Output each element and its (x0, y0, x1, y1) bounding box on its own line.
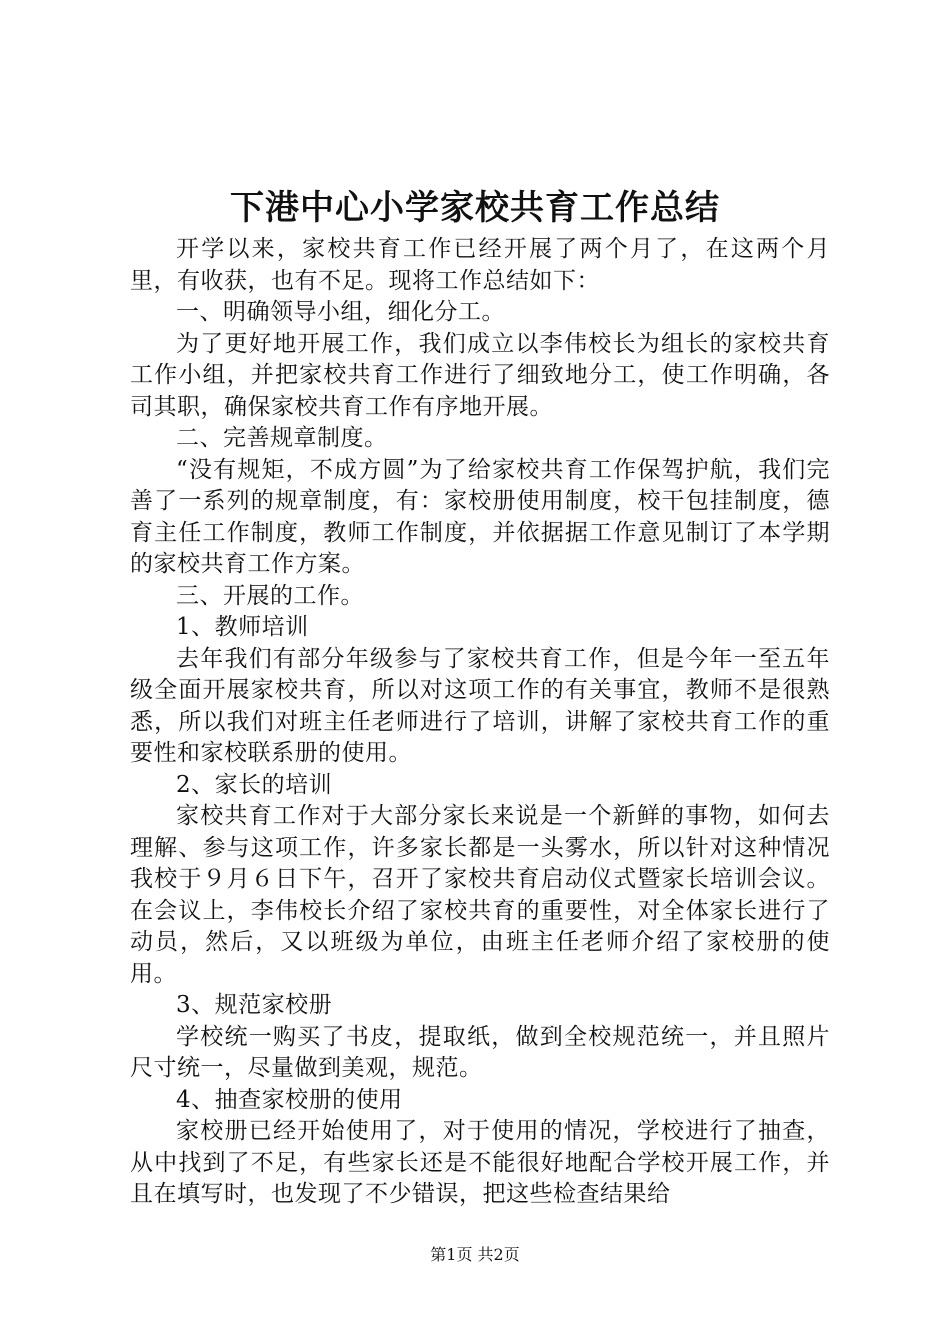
document-title: 下港中心小学家校共育工作总结 (230, 188, 720, 228)
paragraph-section-2: “没有规矩，不成方圆”为了给家校共育工作保驾护航，我们完善了一系列的规章制度，有：家校册使用制度，校干包挂制度，德育主任工作制度，教师工作制度，并依据据工作意见制订了本学期的家校共育工作方案。 (130, 456, 830, 577)
heading-section-2: 二、完善规章制度。 (176, 425, 388, 451)
subheading-spot-check: 4、抽查家校册的使用 (176, 1086, 403, 1113)
page-number-footer: 第1页 共2页 (430, 1245, 520, 1264)
subheading-parent-training: 2、家长的培训 (176, 771, 333, 798)
paragraph-teacher-training: 去年我们有部分年级参与了家校共育工作，但是今年一至五年级全面开展家校共育，所以对这项工作的有关事宜，教师不是很熟悉，所以我们对班主任老师进行了培训，讲解了家校共育工作的重要性和家校联系册的使用。 (130, 645, 830, 766)
paragraph-standardize-book: 学校统一购买了书皮，提取纸，做到全校规范统一，并且照片尺寸统一，尽量做到美观，规范。 (130, 1023, 830, 1081)
paragraph-parent-training: 家校共育工作对于大部分家长来说是一个新鲜的事物，如何去理解、参与这项工作，许多家长都是一头雾水，所以针对这种情况我校于９月６日下午，召开了家校共育启动仪式暨家长培训会议。在会议上，李伟校长介绍了家校共育的重要性，对全体家长进行了动员，然后，又以班级为单位，由班主任老师介绍了家校册的使用。 (130, 803, 830, 987)
paragraph-spot-check: 家校册已经开始使用了，对于使用的情况，学校进行了抽查，从中找到了不足，有些家长还是不能很好地配合学校开展工作，并且在填写时，也发现了不少错误，把这些检查结果给 (130, 1118, 830, 1207)
heading-section-3: 三、开展的工作。 (176, 582, 364, 609)
subheading-standardize-book: 3、规范家校册 (176, 992, 333, 1018)
document-body (130, 234, 830, 1211)
paragraph-intro: 开学以来，家校共育工作已经开展了两个月了，在这两个月里，有收获，也有不足。现将工作总结如下： (130, 236, 830, 294)
paragraph-section-1: 为了更好地开展工作，我们成立以李伟校长为组长的家校共育工作小组，并把家校共育工作进行了细致地分工，使工作明确，各司其职，确保家校共育工作有序地开展。 (130, 330, 830, 420)
subheading-teacher-training: 1、教师培训 (176, 614, 309, 640)
heading-section-1: 一、明确领导小组，细化分工。 (176, 299, 505, 325)
